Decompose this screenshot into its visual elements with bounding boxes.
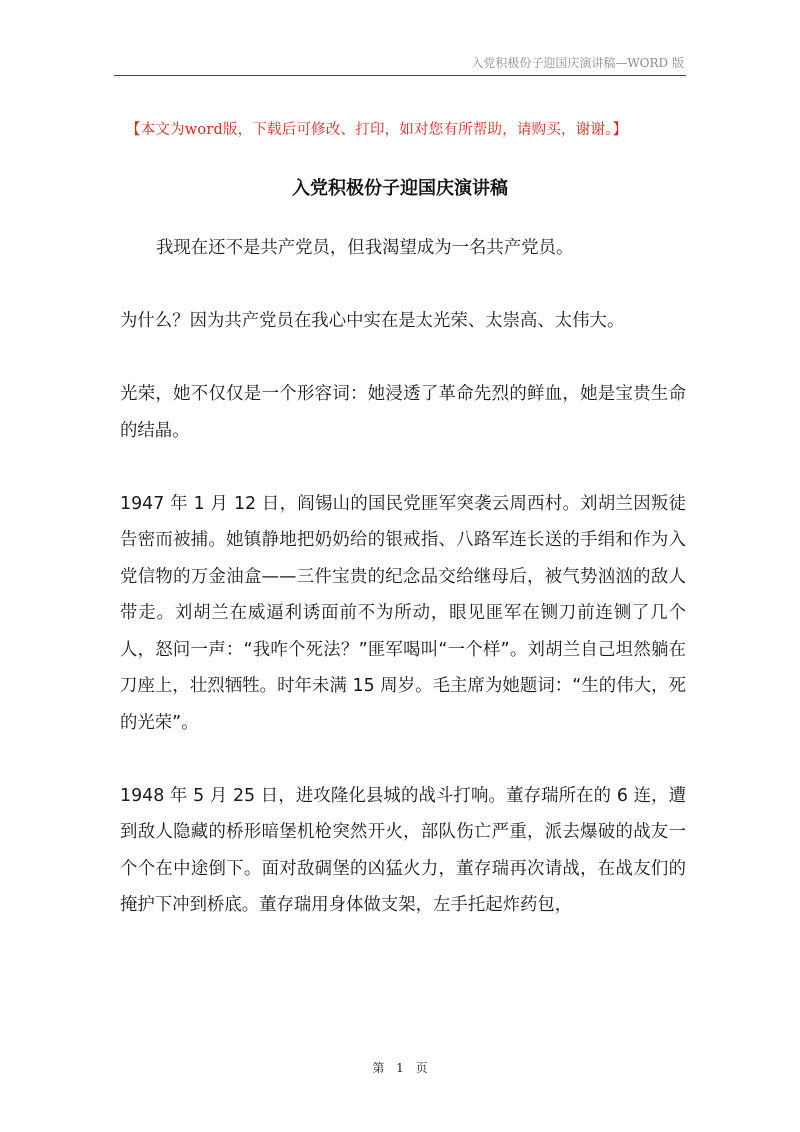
footer-suffix: 页 (415, 1061, 428, 1075)
paragraph-3: 光荣，她不仅仅是一个形容词：她浸透了革命先烈的鲜血，她是宝贵生命的结晶。 (120, 384, 686, 441)
header-divider (114, 75, 686, 76)
paragraph-2: 为什么？因为共产党员在我心中实在是太光荣、太崇高、太伟大。 (120, 311, 625, 331)
document-title: 入党积极份子迎国庆演讲稿 (292, 178, 508, 199)
paragraph-5: 1948 年 5 月 25 日，进攻隆化县城的战斗打响。董存瑞所在的 6 连，遭到敌人隐藏的桥形暗堡机枪突然开火，部队伤亡严重，派去爆破的战友一个个在中途倒下。面对敌碉堡的凶猛火力，董存瑞再次请战，在战友们的掩护下冲到桥底。董存瑞用身体做支架，左手托起炸药包， (120, 785, 686, 915)
purchase-notice: 【本文为word版，下载后可修改、打印，如对您有所帮助，请购买，谢谢。】 (126, 122, 628, 138)
footer-prefix: 第 (372, 1061, 385, 1075)
document-body (120, 230, 686, 960)
page-footer (0, 1059, 800, 1076)
page-number: 1 (396, 1061, 404, 1075)
paragraph-1: 我现在还不是共产党员，但我渴望成为一名共产党员。 (156, 238, 574, 258)
header-doc-label: 入党积极份子迎国庆演讲稿—WORD 版 (471, 56, 684, 70)
paragraph-4: 1947 年 1 月 12 日，阎锡山的国民党匪军突袭云周西村。刘胡兰因叛徒告密而被捕。她镇静地把奶奶给的银戒指、八路军连长送的手绢和作为入党信物的万金油盒——三件宝贵的纪念品交给继母后，被气势汹汹的敌人带走。刘胡兰在威逼利诱面前不为所动，眼见匪军在铡刀前连铡了几个人，怒问一声：“我咋个死法？”匪军喝叫“一个样”。刘胡兰自己坦然躺在刀座上，壮烈牺牲。时年未满 15 周岁。毛主席为她题词：“生的伟大，死的光荣”。 (120, 493, 686, 733)
